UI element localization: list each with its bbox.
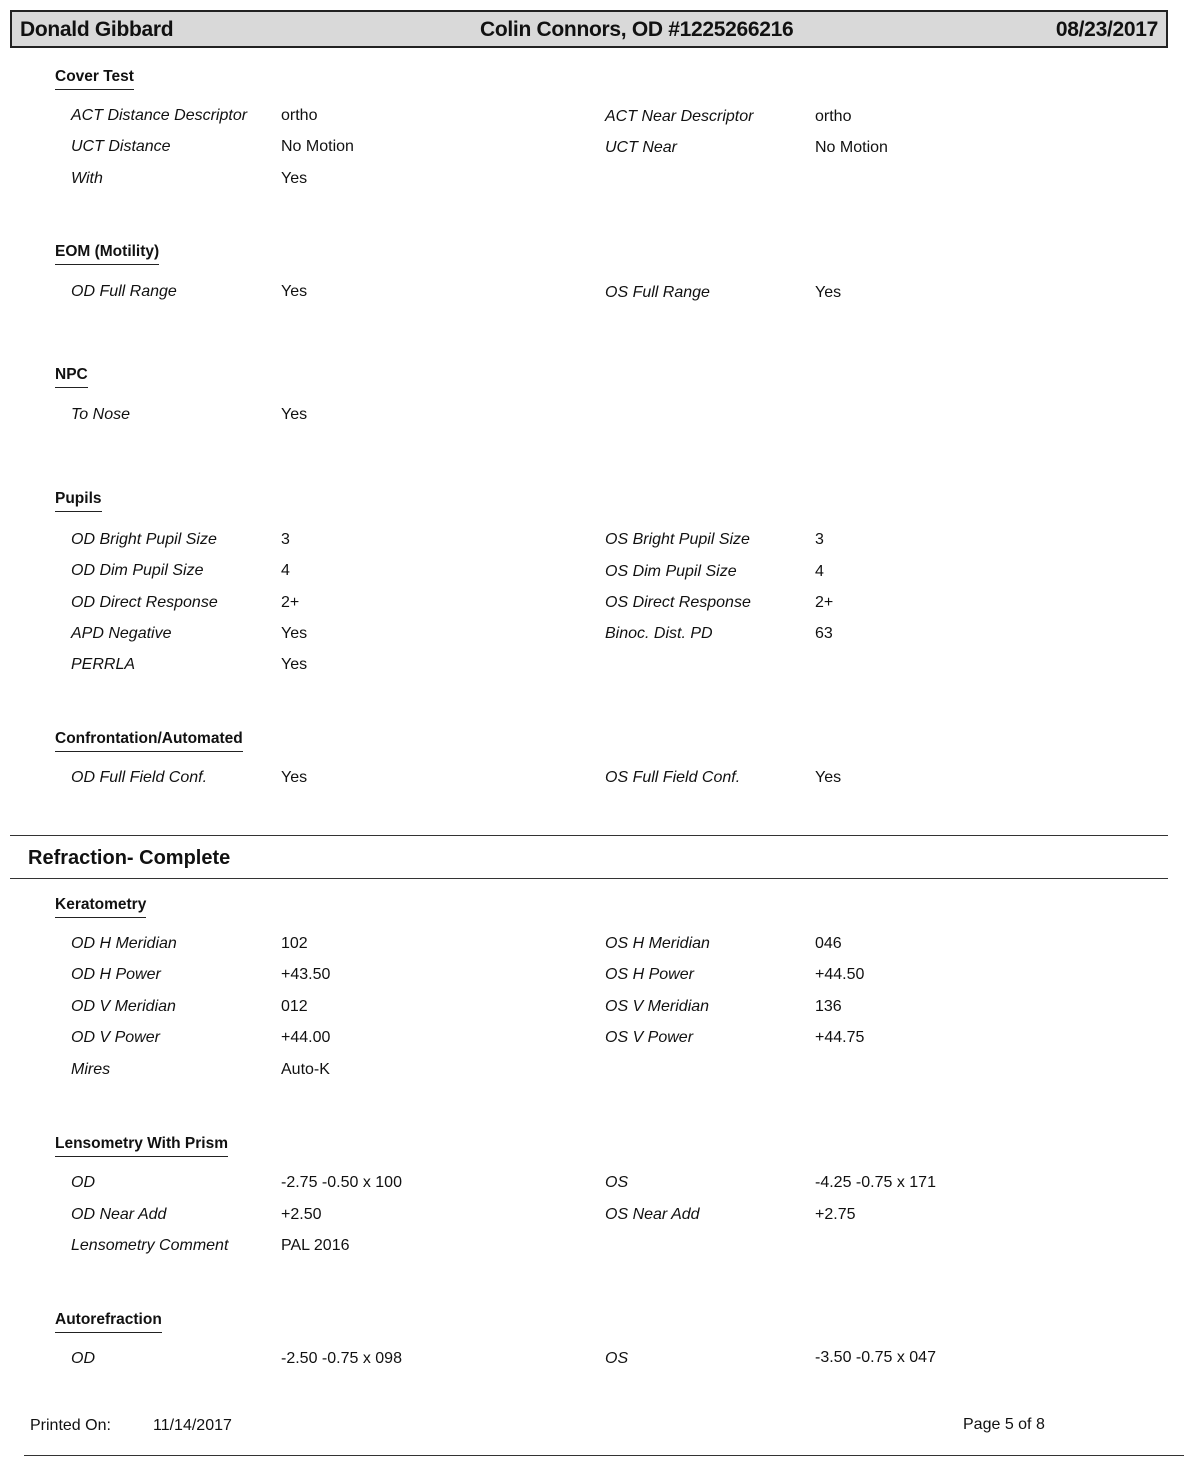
field-value: 012 — [281, 998, 308, 1015]
field-label: Mires — [71, 1061, 111, 1078]
header-bar — [10, 10, 1168, 48]
field-value: +43.50 — [281, 966, 331, 983]
field-value: +44.50 — [815, 966, 865, 983]
field-label: UCT Near — [605, 139, 678, 156]
field-label: OS Direct Response — [605, 594, 751, 611]
section-title-keratometry: Keratometry — [55, 896, 146, 918]
field-label: With — [71, 170, 103, 187]
field-label: OD V Meridian — [71, 998, 176, 1015]
field-value: No Motion — [281, 138, 354, 155]
section-title-pupils: Pupils — [55, 490, 102, 512]
page-number: Page 5 of 8 — [963, 1416, 1045, 1433]
field-label: OS H Meridian — [605, 935, 710, 952]
field-value: 102 — [281, 935, 308, 952]
field-value: ortho — [815, 108, 852, 125]
field-value: -2.50 -0.75 x 098 — [281, 1350, 402, 1367]
field-label: OD V Power — [71, 1029, 160, 1046]
field-value: +44.00 — [281, 1029, 331, 1046]
field-label: OS — [605, 1350, 629, 1367]
field-label: OS — [605, 1174, 629, 1191]
field-label: OS Bright Pupil Size — [605, 531, 750, 548]
field-value: Yes — [815, 769, 842, 786]
field-label: Lensometry Comment — [71, 1237, 229, 1254]
field-value: ortho — [281, 107, 318, 124]
field-label: OD — [71, 1174, 95, 1191]
field-label: To Nose — [71, 406, 130, 423]
patient-name: Donald Gibbard — [20, 18, 174, 41]
doctor-name: Colin Connors, OD #1225266216 — [480, 18, 794, 41]
field-value: 3 — [281, 531, 290, 548]
field-value: 4 — [815, 563, 824, 580]
field-value: 63 — [815, 625, 833, 642]
field-label: OS V Power — [605, 1029, 694, 1046]
field-value: -4.25 -0.75 x 171 — [815, 1174, 936, 1191]
field-label: OS Near Add — [605, 1206, 700, 1223]
section-title-cover-test: Cover Test — [55, 68, 134, 90]
field-label: ACT Distance Descriptor — [71, 107, 248, 124]
field-value: -2.75 -0.50 x 100 — [281, 1174, 402, 1191]
section-title-confrontation: Confrontation/Automated — [55, 730, 243, 752]
field-value: Yes — [281, 625, 308, 642]
field-value: Yes — [281, 656, 308, 673]
field-label: OS Full Range — [605, 284, 710, 301]
field-label: OD Near Add — [71, 1206, 167, 1223]
section-title-lensometry: Lensometry With Prism — [55, 1135, 228, 1157]
field-label: OD Dim Pupil Size — [71, 562, 204, 579]
field-label: OS V Meridian — [605, 998, 710, 1015]
field-label: UCT Distance — [71, 138, 171, 155]
divider — [10, 878, 1168, 879]
divider — [10, 835, 1168, 836]
field-value: Yes — [281, 283, 308, 300]
field-label: PERRLA — [71, 656, 136, 673]
field-value: 4 — [281, 562, 290, 579]
field-value: +2.50 — [281, 1206, 322, 1223]
field-label: OS Full Field Conf. — [605, 769, 741, 786]
field-label: ACT Near Descriptor — [605, 108, 754, 125]
field-label: OD Full Field Conf. — [71, 769, 208, 786]
printed-on-label: Printed On: — [30, 1417, 111, 1434]
field-label: OD Full Range — [71, 283, 177, 300]
field-label: OD H Power — [71, 966, 161, 983]
field-value: +2.75 — [815, 1206, 856, 1223]
field-label: OD H Meridian — [71, 935, 177, 952]
field-value: Yes — [281, 170, 308, 187]
field-value: Yes — [281, 406, 308, 423]
field-value: +44.75 — [815, 1029, 865, 1046]
footer-divider — [24, 1455, 1184, 1456]
field-value: Auto-K — [281, 1061, 330, 1078]
section-title-autorefraction: Autorefraction — [55, 1311, 162, 1333]
field-value: Yes — [815, 284, 842, 301]
field-label: OD — [71, 1350, 95, 1367]
field-label: OD Direct Response — [71, 594, 218, 611]
field-label: OS Dim Pupil Size — [605, 563, 737, 580]
field-value: No Motion — [815, 139, 888, 156]
section-title-eom: EOM (Motility) — [55, 243, 159, 265]
field-label: Binoc. Dist. PD — [605, 625, 713, 642]
field-label: APD Negative — [71, 625, 172, 642]
field-value: 136 — [815, 998, 842, 1015]
major-section-title-refraction: Refraction- Complete — [28, 847, 231, 869]
field-value: Yes — [281, 769, 308, 786]
field-value: -3.50 -0.75 x 047 — [815, 1349, 936, 1366]
section-title-npc: NPC — [55, 366, 88, 388]
field-value: 046 — [815, 935, 842, 952]
field-label: OD Bright Pupil Size — [71, 531, 217, 548]
field-value: 2+ — [281, 594, 300, 611]
field-value: PAL 2016 — [281, 1237, 350, 1254]
exam-date: 08/23/2017 — [1055, 18, 1158, 41]
printed-on-date: 11/14/2017 — [153, 1417, 232, 1434]
field-label: OS H Power — [605, 966, 694, 983]
field-value: 2+ — [815, 594, 834, 611]
field-value: 3 — [815, 531, 824, 548]
